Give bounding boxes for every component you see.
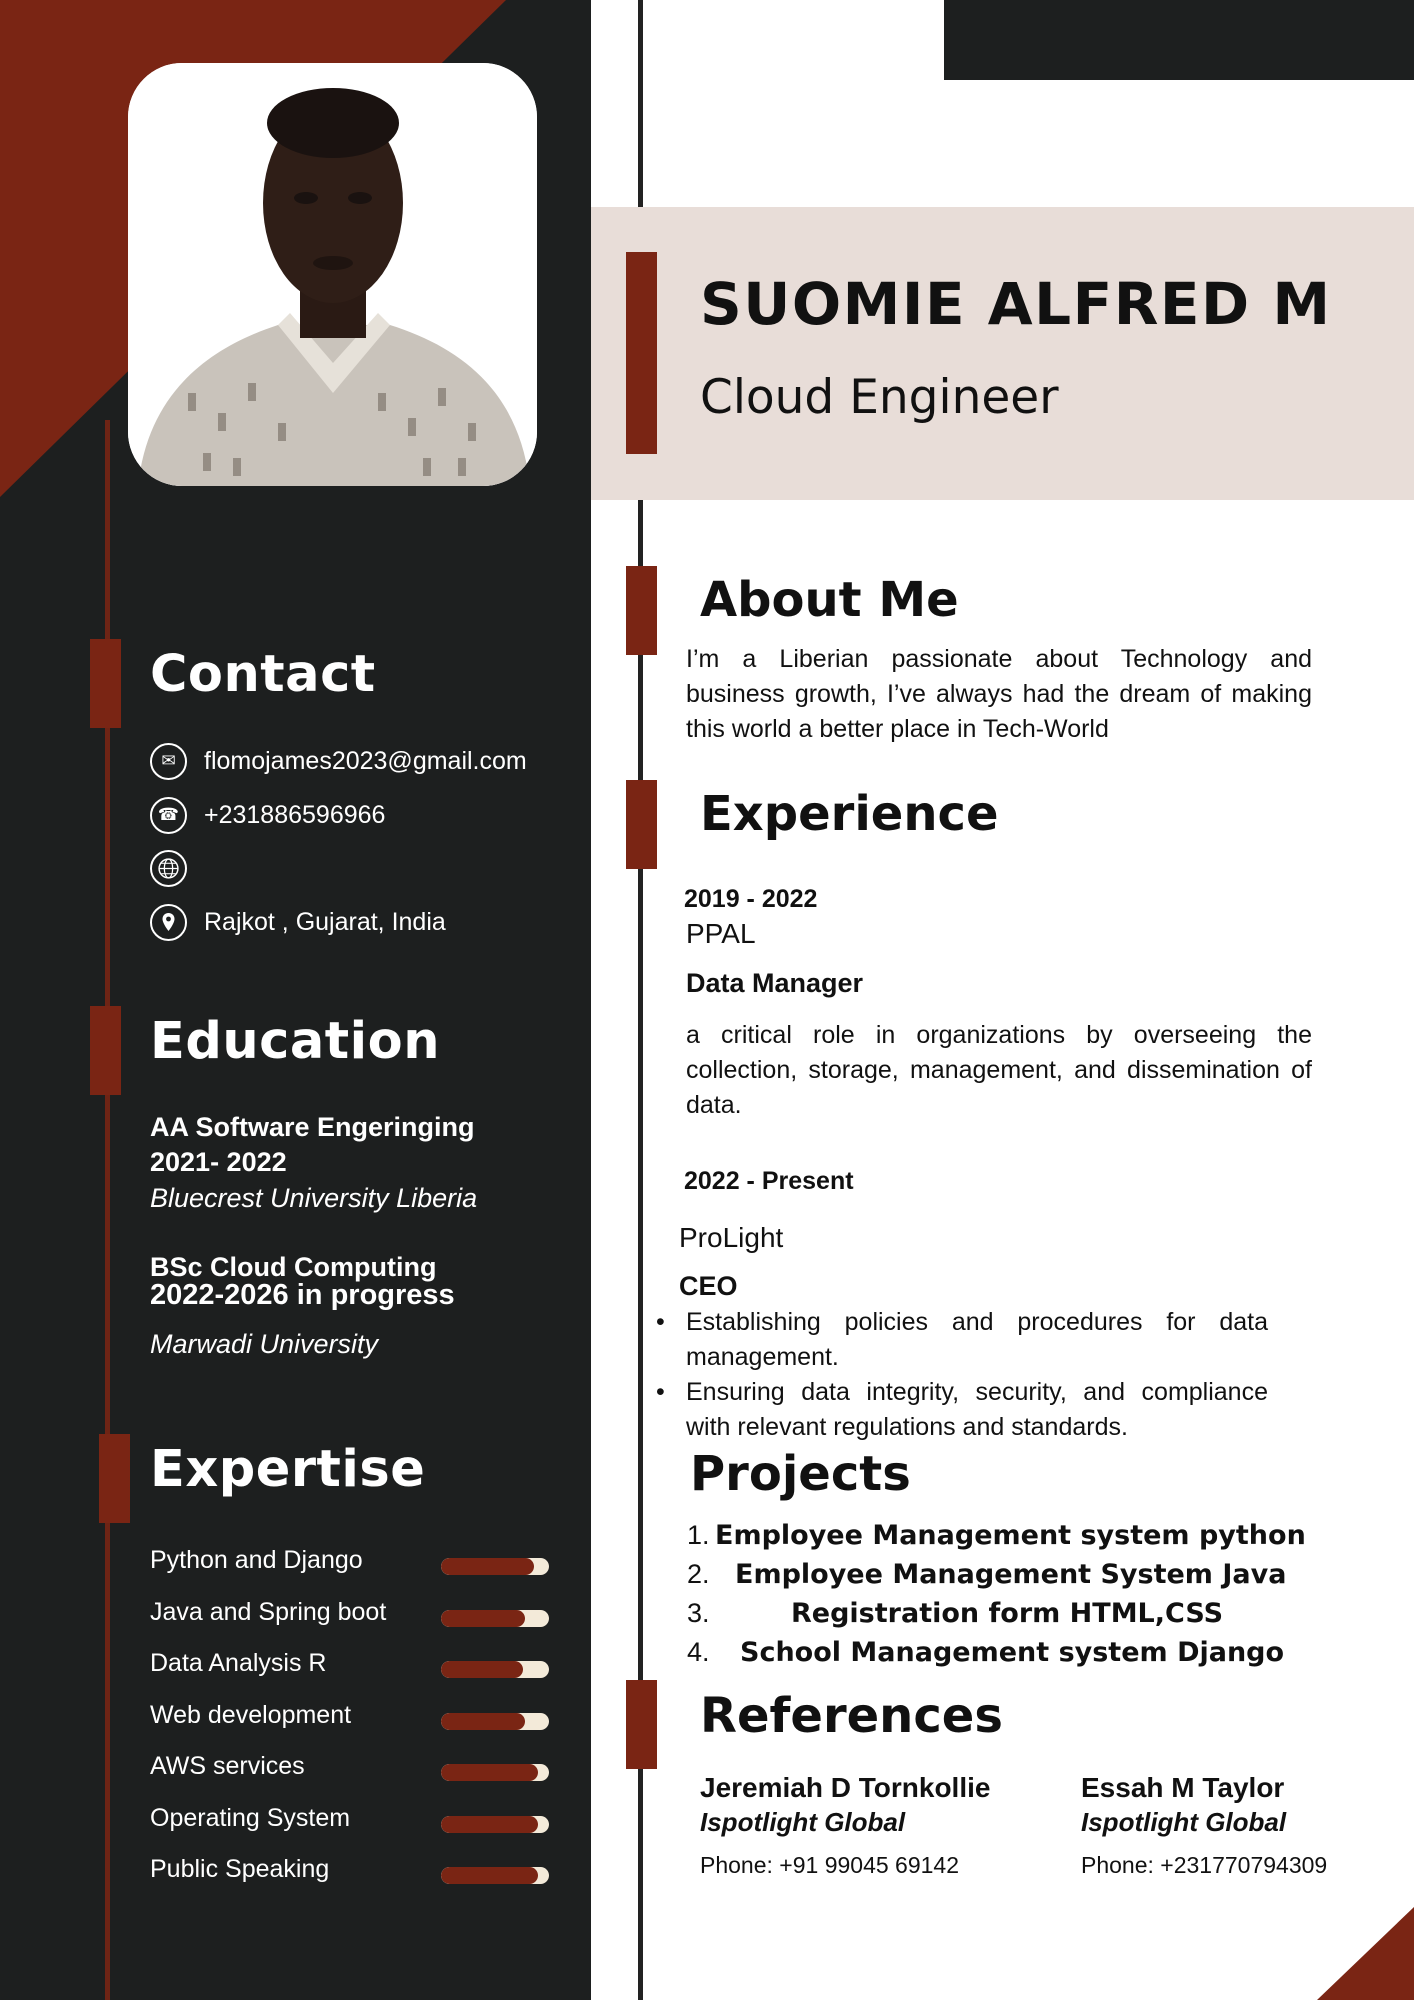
skill-level-bar — [441, 1610, 549, 1627]
education-item-2-school: Marwadi University — [150, 1329, 379, 1359]
envelope-icon: ✉ — [150, 743, 187, 780]
bullet-icon: • — [656, 1308, 665, 1336]
education-heading: Education — [150, 1012, 441, 1071]
about-heading: About Me — [700, 572, 959, 628]
skill-label: Operating System — [150, 1803, 351, 1832]
contact-email-row[interactable] — [150, 742, 527, 780]
skill-level-bar — [441, 1764, 549, 1781]
expertise-marker — [99, 1434, 130, 1523]
skill-row — [150, 1546, 550, 1578]
skill-level-fill — [441, 1764, 538, 1781]
education-item-2-degree: BSc Cloud Computing — [150, 1252, 437, 1282]
bullet-icon: • — [656, 1378, 665, 1406]
contact-heading: Contact — [150, 645, 376, 704]
reference-2 — [1081, 1772, 1327, 1879]
skill-level-fill — [441, 1867, 538, 1884]
contact-marker — [90, 639, 121, 728]
skill-label: Data Analysis R — [150, 1649, 327, 1677]
skill-label: Public Speaking — [150, 1855, 330, 1883]
job-1-description: a critical role in organizations by overseeing the collection, storage, management, and dissemination of data. — [686, 1021, 1312, 1119]
about-text: I’m a Liberian passionate about Technology and business growth, I’ve always had the dream of making this world a better place in Tech-World — [686, 645, 1312, 743]
skill-row — [150, 1649, 550, 1681]
reference-1 — [700, 1772, 990, 1879]
skill-level-bar — [441, 1558, 549, 1575]
skill-row — [150, 1855, 550, 1887]
about-marker — [626, 566, 657, 655]
phone-icon: ☎ — [150, 797, 187, 834]
skill-level-fill — [441, 1816, 538, 1833]
contact-location-row — [150, 903, 446, 941]
skill-level-bar — [441, 1867, 549, 1884]
expertise-heading: Expertise — [150, 1440, 426, 1499]
education-item-1-degree: AA Software Engeringing — [150, 1112, 475, 1142]
top-right-block — [944, 0, 1414, 80]
reference-2-phone[interactable]: Phone: +231770794309 — [1081, 1852, 1328, 1878]
references-heading: References — [700, 1688, 1003, 1744]
skill-level-bar — [441, 1713, 549, 1730]
project-title: Registration form HTML,CSS — [791, 1598, 1224, 1629]
education-item-2-years: 2022-2026 in progress — [150, 1279, 455, 1311]
skill-row — [150, 1701, 550, 1733]
reference-1-phone[interactable]: Phone: +91 99045 69142 — [700, 1852, 959, 1878]
contact-phone-row[interactable] — [150, 796, 385, 834]
contact-website-row[interactable] — [150, 849, 204, 887]
reference-1-name: Jeremiah D Tornkollie — [700, 1772, 991, 1803]
location-pin-icon — [150, 904, 187, 941]
skill-label: Web development — [150, 1700, 352, 1729]
project-number: 1. — [687, 1520, 710, 1550]
education-marker — [90, 1006, 121, 1095]
job-2-period: 2022 - Present — [684, 1167, 854, 1195]
contact-phone[interactable]: +231886596966 — [204, 800, 386, 829]
contact-location: Rajkot , Gujarat, India — [204, 907, 446, 936]
skill-label: Java and Spring boot — [150, 1597, 387, 1626]
skill-level-bar — [441, 1816, 549, 1833]
experience-marker — [626, 780, 657, 869]
skill-level-bar — [441, 1661, 549, 1678]
skill-row — [150, 1598, 550, 1630]
globe-icon — [150, 850, 187, 887]
profile-name: SUOMIE ALFRED M — [700, 270, 1332, 338]
job-1-company: PPAL — [686, 918, 756, 949]
job-2-title: CEO — [679, 1271, 738, 1301]
project-title: Employee Management System Java — [735, 1559, 1287, 1590]
projects-heading: Projects — [690, 1446, 911, 1502]
list-item: • Ensuring data integrity, security, and compliance with relevant regulations and standards. — [656, 1375, 1268, 1445]
contact-email[interactable]: flomojames2023@gmail.com — [204, 746, 527, 775]
references-marker — [626, 1680, 657, 1769]
education-item-1-school: Bluecrest University Liberia — [150, 1183, 478, 1213]
project-number: 3. — [687, 1598, 710, 1628]
job-2-company: ProLight — [679, 1222, 784, 1253]
job-1-title: Data Manager — [686, 968, 864, 998]
reference-2-org: Ispotlight Global — [1081, 1807, 1287, 1837]
skill-level-fill — [441, 1610, 525, 1627]
reference-2-name: Essah M Taylor — [1081, 1772, 1285, 1803]
list-item: • Establishing policies and procedures for data management. — [656, 1305, 1268, 1375]
project-title: School Management system Django — [740, 1637, 1285, 1668]
name-marker — [626, 252, 657, 454]
project-number: 2. — [687, 1559, 710, 1589]
job-1-period: 2019 - 2022 — [684, 885, 818, 913]
bottom-right-corner-decoration — [1317, 1907, 1414, 2000]
skill-row — [150, 1752, 550, 1784]
education-item-1-years: 2021- 2022 — [150, 1147, 287, 1177]
skill-row — [150, 1804, 550, 1836]
profile-role: Cloud Engineer — [700, 370, 1059, 425]
job-2-bullets — [656, 1305, 1268, 1445]
skill-level-fill — [441, 1661, 523, 1678]
skill-label: Python and Django — [150, 1546, 363, 1574]
skill-level-fill — [441, 1713, 525, 1730]
project-number: 4. — [687, 1637, 710, 1667]
experience-heading: Experience — [700, 786, 999, 842]
sidebar — [0, 0, 591, 2000]
profile-photo — [128, 63, 537, 486]
project-title: Employee Management system python — [715, 1520, 1306, 1551]
skill-level-fill — [441, 1558, 534, 1575]
skill-label: AWS services — [150, 1752, 305, 1780]
name-band — [591, 207, 1414, 500]
reference-1-org: Ispotlight Global — [700, 1807, 906, 1837]
